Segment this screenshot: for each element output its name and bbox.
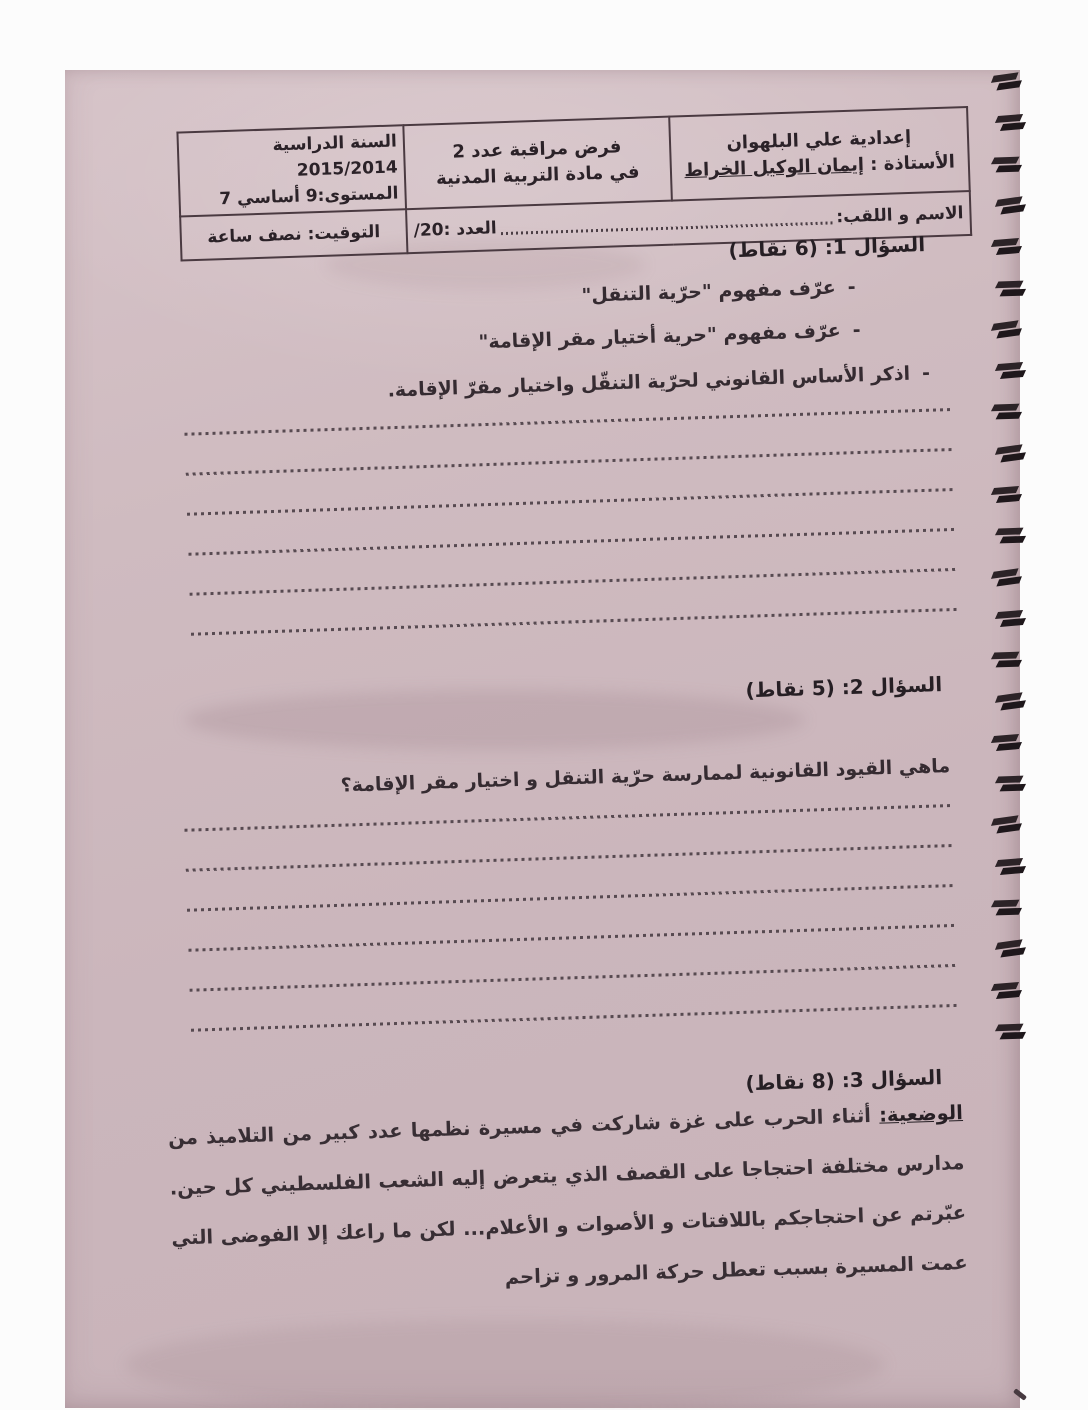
dotted-answer-line [186, 448, 954, 476]
question1-bullet-2: - عرّف مفهوم "حرية أختيار مقر الإقامة" [477, 319, 861, 354]
stray-pen-mark [1013, 1388, 1027, 1401]
duration: التوقيت: نصف ساعة [207, 222, 381, 248]
exam-title-cell [403, 117, 671, 210]
dotted-answer-line [187, 488, 955, 516]
dotted-answer-line [190, 568, 958, 596]
exam-paper-sheet [65, 70, 1020, 1408]
question2-heading: السؤال 2: (5 نقاط) [745, 672, 943, 703]
dotted-answer-line [188, 528, 956, 556]
dotted-answer-line [184, 804, 952, 832]
teacher-line: الأستاذة : إيمان الوكيل الخراط [684, 151, 956, 182]
school-year: السنة الدراسية 2015/2014 [272, 131, 398, 181]
dotted-answer-line [190, 964, 958, 992]
dotted-answer-line [191, 608, 959, 636]
bullet-dash: - [852, 319, 861, 342]
situation-label: الوضعية: [878, 1100, 964, 1127]
question3-situation [167, 1088, 968, 1314]
school-and-teacher-cell [669, 107, 970, 201]
year-level-cell [177, 125, 406, 216]
question1-bullet-3: - اذكر الأساس القانوني لحرّية التنقّل واختيار مقرّ الإقامة. [387, 362, 931, 402]
question3-heading: السؤال 3: (8 نقاط) [745, 1065, 943, 1096]
dotted-answer-line [187, 884, 955, 912]
exam-title-line1: فرض مراقبة عدد 2 [452, 136, 622, 163]
question1-heading: السؤال 1: (6 نقاط) [728, 232, 926, 263]
bullet-dash: - [922, 362, 931, 385]
teacher-name: إيمان الوكيل الخراط [684, 154, 865, 182]
name-label: الاسم و اللقب: [836, 203, 964, 228]
score-label: العدد :20/ [413, 218, 497, 241]
bullet-dash: - [847, 276, 856, 299]
scan-smudge [185, 690, 805, 750]
duration-cell [180, 209, 407, 260]
situation-text: أثناء الحرب على غزة شاركت في مسيرة نظمها عدد كبير من التلاميذ من مدارس مختلفة احتجاجا على القصف الذي يتعرض إليه الشعب الفلسطيني كل حين. عبّرتم عن احتجاجكم باللافتات و الأصوات و الأعلام... لكن ما راعك إلا الفوضى التي عمت المسيرة بسبب تعطل حركة المرور و تزاحم [167, 1103, 969, 1289]
question1-bullet-1: - عرّف مفهوم "حرّية التنقل" [580, 276, 856, 307]
dotted-answer-line [188, 924, 956, 952]
level: المستوى:9 أساسي 7 [218, 183, 399, 210]
dotted-answer-line [191, 1004, 959, 1032]
scan-smudge [125, 1320, 885, 1410]
answer-lines-q1 [184, 408, 959, 673]
exam-title-line2: في مادة التربية المدنية [435, 161, 640, 190]
question2-prompt: ماهي القيود القانونية لممارسة حرّية التنقل و اختيار مقر الإقامة؟ [340, 755, 951, 797]
dotted-answer-line [186, 844, 954, 872]
name-dotted-line [501, 221, 833, 235]
answer-lines-q2 [184, 804, 959, 1069]
school-name: إعدادية علي البلهوان [726, 126, 912, 154]
dotted-answer-line [184, 408, 952, 436]
